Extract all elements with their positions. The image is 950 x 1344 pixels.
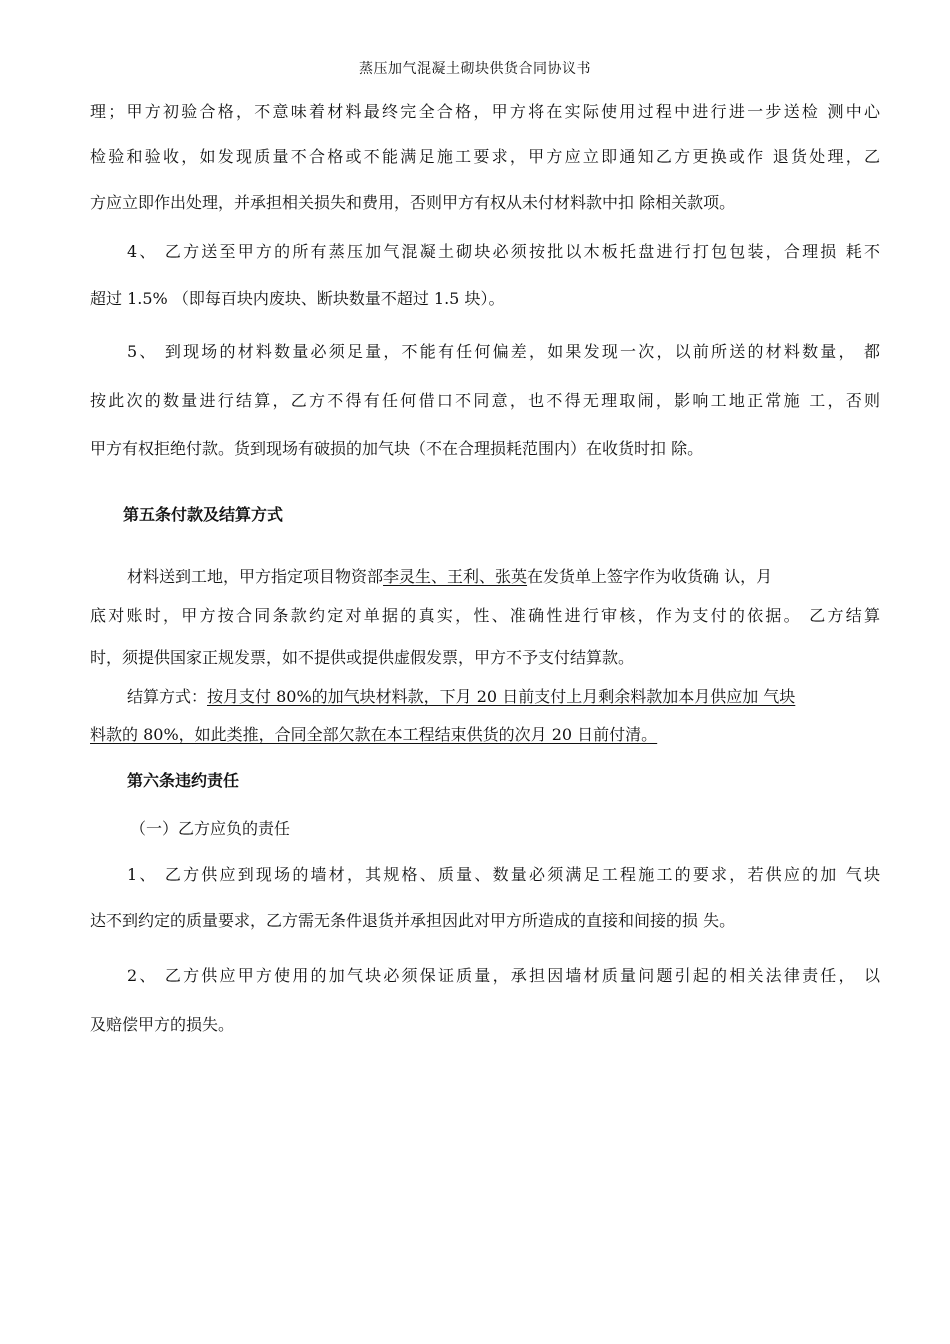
text-span: 材料送到工地，甲方指定项目物资部李灵生、王利、张英在发货单上签字作为收货确 认，月 — [127, 567, 773, 586]
paragraph-line: 按此次的数量进行结算，乙方不得有任何借口不同意，也不得无理取闹，影响工地正常施 工，否则 — [90, 391, 880, 410]
clause-5-line: 5、 到现场的材料数量必须足量，不能有任何偏差，如果发现一次，以前所送的材料数量， 都 — [127, 342, 880, 361]
paragraph-line: 及赔偿甲方的损失。 — [90, 1015, 235, 1034]
settlement-label: 结算方式： — [127, 687, 208, 706]
section-heading-article-5: 第五条付款及结算方式 — [123, 505, 284, 524]
page-header-title: 蒸压加气混凝土砌块供货合同协议书 — [359, 61, 591, 77]
paragraph-line: 时，须提供国家正规发票，如不提供或提供虚假发票，甲方不予支付结算款。 — [90, 648, 635, 667]
section-heading-article-6: 第六条违约责任 — [127, 771, 240, 790]
paragraph-line: 检验和验收，如发现质量不合格或不能满足施工要求，甲方应立即通知乙方更换或作 退货处理，乙 — [90, 147, 880, 166]
subsection-heading: （一）乙方应负的责任 — [130, 819, 291, 838]
payment-paragraph-line — [127, 566, 880, 588]
settlement-method-line — [127, 686, 880, 708]
designated-signers: 李灵生、王利、张英 — [383, 567, 528, 586]
paragraph-line: 底对账时，甲方按合同条款约定对单据的真实，性、准确性进行审核，作为支付的依据。 乙方结算 — [90, 606, 880, 625]
clause-4-line: 4、 乙方送至甲方的所有蒸压加气混凝土砌块必须按批以木板托盘进行打包包装，合理损 耗不 — [127, 242, 880, 261]
clause-2-line: 2、 乙方供应甲方使用的加气块必须保证质量，承担因墙材质量问题引起的相关法律责任， 以 — [127, 966, 880, 985]
paragraph-line: 理；甲方初验合格，不意味着材料最终完全合格，甲方将在实际使用过程中进行进一步送检 测中心 — [90, 102, 880, 121]
paragraph-line: 达不到约定的质量要求，乙方需无条件退货并承担因此对甲方所造成的直接和间接的损 失。 — [90, 911, 736, 930]
paragraph-line: 甲方有权拒绝付款。货到现场有破损的加气块（不在合理损耗范围内）在收货时扣 除。 — [90, 439, 704, 458]
settlement-terms-continued: 料款的 80%，如此类推，合同全部欠款在本工程结束供货的次月 20 日前付清。 — [90, 725, 658, 744]
settlement-terms: 按月支付 80%的加气块材料款，下月 20 日前支付上月剩余料款加本月供应加 气块 — [207, 687, 796, 706]
paragraph-line: 超过 1.5% （即每百块内废块、断块数量不超过 1.5 块）。 — [90, 289, 505, 308]
paragraph-line: 方应立即作出处理，并承担相关损失和费用，否则甲方有权从未付材料款中扣 除相关款项。 — [90, 193, 736, 212]
clause-1-line: 1、 乙方供应到现场的墙材，其规格、质量、数量必须满足工程施工的要求，若供应的加 气块 — [127, 865, 880, 884]
